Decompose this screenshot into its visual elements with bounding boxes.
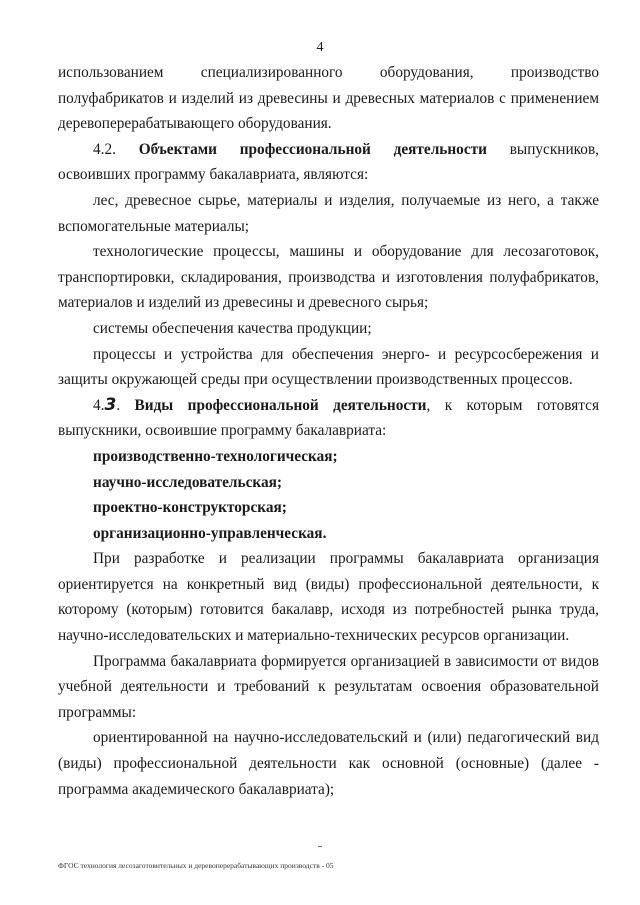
list-item-activity: организационно-управленческая. <box>93 524 327 542</box>
paragraph-formation: Программа бакалавриата формируется организацией в зависимости от видов учебной деятельности и требований к результатам освоения образовательной программы: <box>58 652 599 721</box>
section-term: Виды профессиональной деятельности <box>134 396 427 414</box>
document-body <box>58 60 599 802</box>
paragraph-academic: ориентированной на научно-исследовательский и (или) педагогический вид (виды) профессиональной деятельности как основной (основные) (далее - программа академического бакалавриата); <box>58 729 599 798</box>
section-number-suffix: . <box>116 396 135 414</box>
list-item-activity: проектно-конструкторская; <box>93 499 287 517</box>
section-number-prefix: 4. <box>93 396 105 414</box>
list-item-activity: научно-исследовательская; <box>93 473 282 491</box>
paragraph-orientation: При разработке и реализации программы бакалавриата организация ориентируется на конкретный вид (виды) профессиональной деятельности, к которому (которым) готовится бакалавр, исходя из потребностей рынка труда, научно-исследовательских и материально-технических ресурсов организации. <box>58 550 599 645</box>
page-number: 4 <box>316 40 324 55</box>
paragraph-4-2 <box>58 137 599 188</box>
paragraph-continuation: использованием специализированного оборудования, производство полуфабрикатов и изделий из древесины и древесных материалов с применением деревоперерабатывающего оборудования. <box>58 64 599 133</box>
list-item-object: системы обеспечения качества продукции; <box>93 319 372 337</box>
section-term: Объектами профессиональной деятельности <box>138 140 487 158</box>
list-item-object: технологические процессы, машины и оборудование для лесозаготовок, транспортировки, складирования, производства и изготовления полуфабрикатов, материалов и изделий из древесины и древесного сырья; <box>58 243 599 312</box>
list-item-activity: производственно-технологическая; <box>93 447 338 465</box>
list-item-object: процессы и устройства для обеспечения энерго- и ресурсосбережения и защиты окружающей среды при осуществлении производственных процессов. <box>58 345 599 389</box>
section-text: , к которым готовятся выпускники, освоившие программу бакалавриата: <box>58 396 599 440</box>
handwritten-number: 3 <box>104 394 117 415</box>
page-footer: ФГОС технология лесозаготовительных и деревоперерабатывающих производств - 05 <box>58 861 334 870</box>
paragraph-4-3 <box>58 393 599 444</box>
section-text: выпускников, освоивших программу бакалавриата, являются: <box>58 140 599 184</box>
scan-speck <box>318 846 322 847</box>
list-item-object: лес, древесное сырье, материалы и изделия, получаемые из него, а также вспомогательные материалы; <box>58 191 599 235</box>
section-number: 4.2. <box>93 140 139 158</box>
